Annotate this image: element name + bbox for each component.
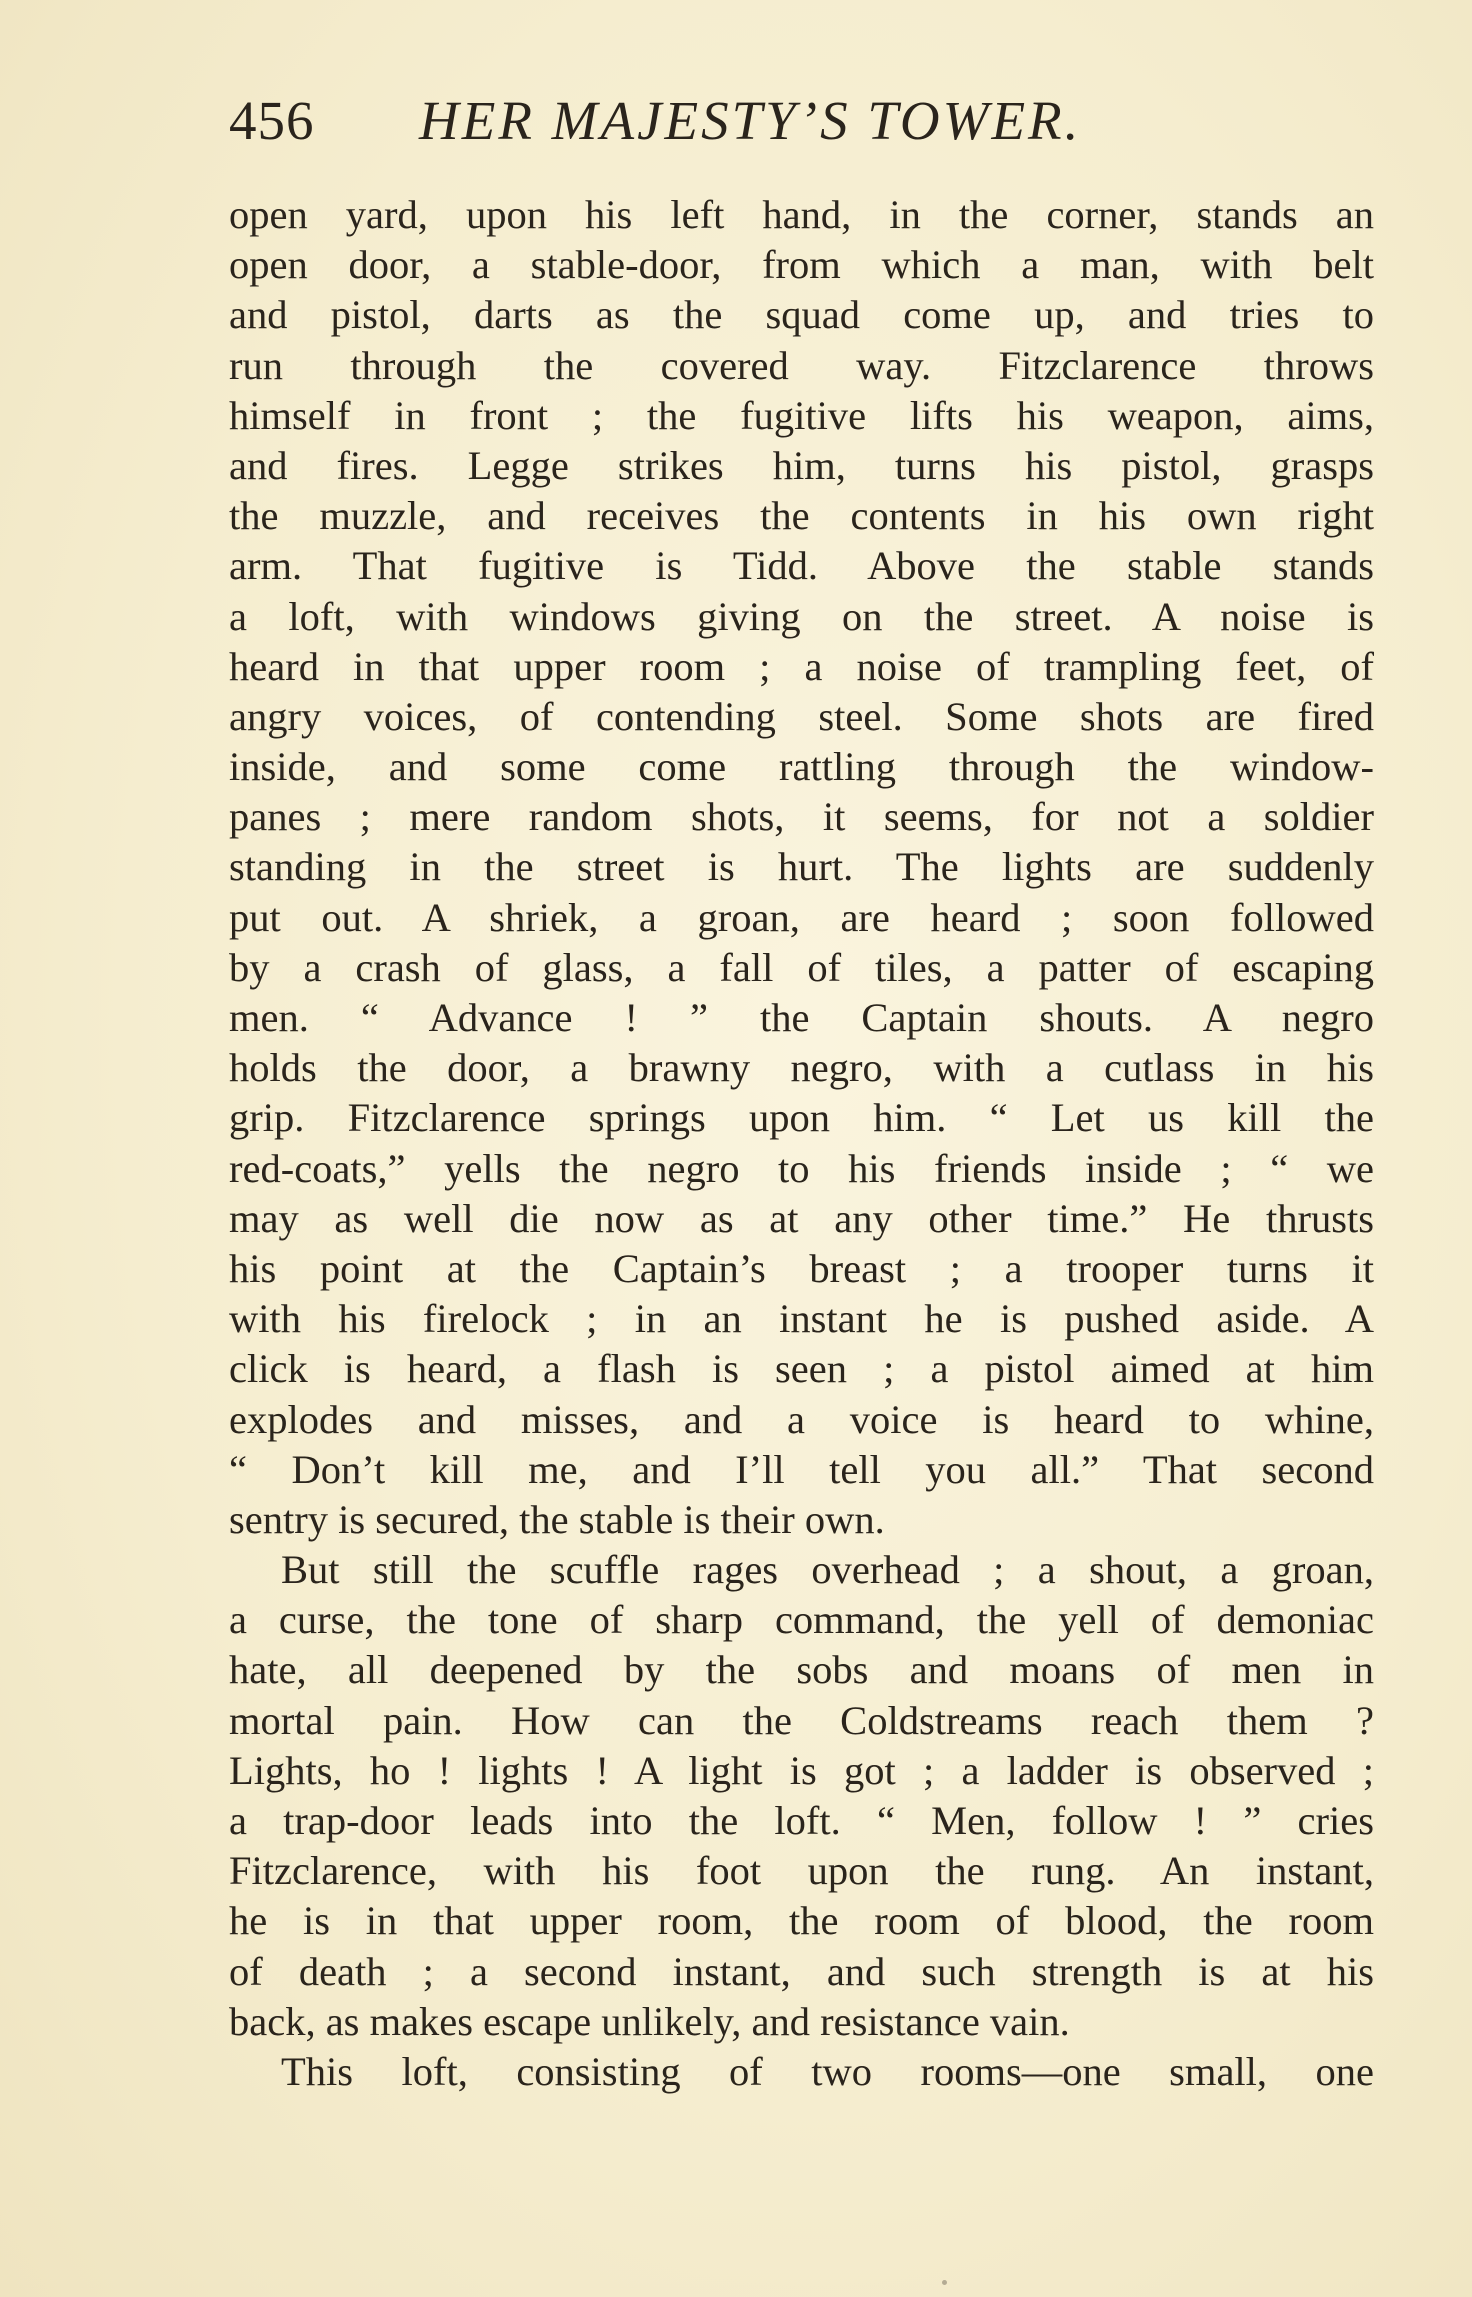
text-line: standing in the street is hurt. The lights are suddenly [229,844,1374,890]
text-line: red-coats,” yells the negro to his friends inside ; “ we [229,1145,1374,1191]
text-line: inside, and some come rattling through the window- [229,744,1374,790]
text-line: holds the door, a brawny negro, with a cutlass in his [229,1045,1374,1091]
text-line: grip. Fitzclarence springs upon him. “ Let us kill the [229,1095,1374,1141]
running-title: HER MAJESTY’S TOWER. [419,90,1082,151]
text-line: by a crash of glass, a fall of tiles, a patter of escaping [229,944,1374,990]
text-line: open door, a stable-door, from which a man, with belt [229,242,1374,288]
text-line: men. “ Advance ! ” the Captain shouts. A negro [229,995,1374,1040]
text-line: mortal pain. How can the Coldstreams reach them ? [229,1697,1374,1743]
text-line: he is in that upper room, the room of blood, the room [229,1898,1374,1944]
text-line: But still the scuffle rages overhead ; a shout, a groan, [281,1547,1374,1593]
text-line: sentry is secured, the stable is their own. [229,1496,885,1542]
text-line: heard in that upper room ; a noise of trampling feet, of [229,643,1374,689]
text-line: put out. A shriek, a groan, are heard ; soon followed [229,894,1374,940]
text-line: the muzzle, and receives the contents in his own right [229,493,1374,539]
text-line: hate, all deepened by the sobs and moans of men in [229,1647,1374,1693]
text-line: Lights, ho ! lights ! A light is got ; a ladder is observed ; [229,1747,1374,1793]
text-line: angry voices, of contending steel. Some shots are fired [229,693,1374,739]
text-line: with his firelock ; in an instant he is pushed aside. A [229,1296,1374,1342]
text-line: Fitzclarence, with his foot upon the rung. An instant, [229,1848,1374,1894]
text-line: and fires. Legge strikes him, turns his pistol, grasps [229,442,1374,488]
text-line: “ Don’t kill me, and I’ll tell you all.” That second [229,1446,1374,1492]
text-line: This loft, consisting of two rooms—one small, one [281,2048,1374,2094]
text-line: and pistol, darts as the squad come up, and tries to [229,292,1374,338]
body-text [229,190,1374,2097]
text-line: run through the covered way. Fitzclarence throws [229,342,1374,388]
text-line: back, as makes escape unlikely, and resistance vain. [229,1998,1070,2044]
text-line: a trap-door leads into the loft. “ Men, follow ! ” cries [229,1798,1374,1843]
text-line: explodes and misses, and a voice is heard to whine, [229,1396,1374,1442]
page-number: 456 [229,90,315,151]
text-line: himself in front ; the fugitive lifts his weapon, aims, [229,392,1374,438]
text-line: his point at the Captain’s breast ; a trooper turns it [229,1245,1374,1291]
text-line: may as well die now as at any other time.” He thrusts [229,1195,1374,1241]
text-line: a loft, with windows giving on the street. A noise is [229,593,1374,639]
text-line: of death ; a second instant, and such strength is at his [229,1948,1374,1994]
text-line: arm. That fugitive is Tidd. Above the stable stands [229,543,1374,589]
text-line: click is heard, a flash is seen ; a pistol aimed at him [229,1346,1374,1392]
paper-speck [942,2280,947,2285]
text-line: a curse, the tone of sharp command, the yell of demoniac [229,1597,1374,1643]
text-line: open yard, upon his left hand, in the corner, stands an [229,192,1374,237]
page-header [229,86,1374,156]
text-line: panes ; mere random shots, it seems, for not a soldier [229,794,1374,840]
